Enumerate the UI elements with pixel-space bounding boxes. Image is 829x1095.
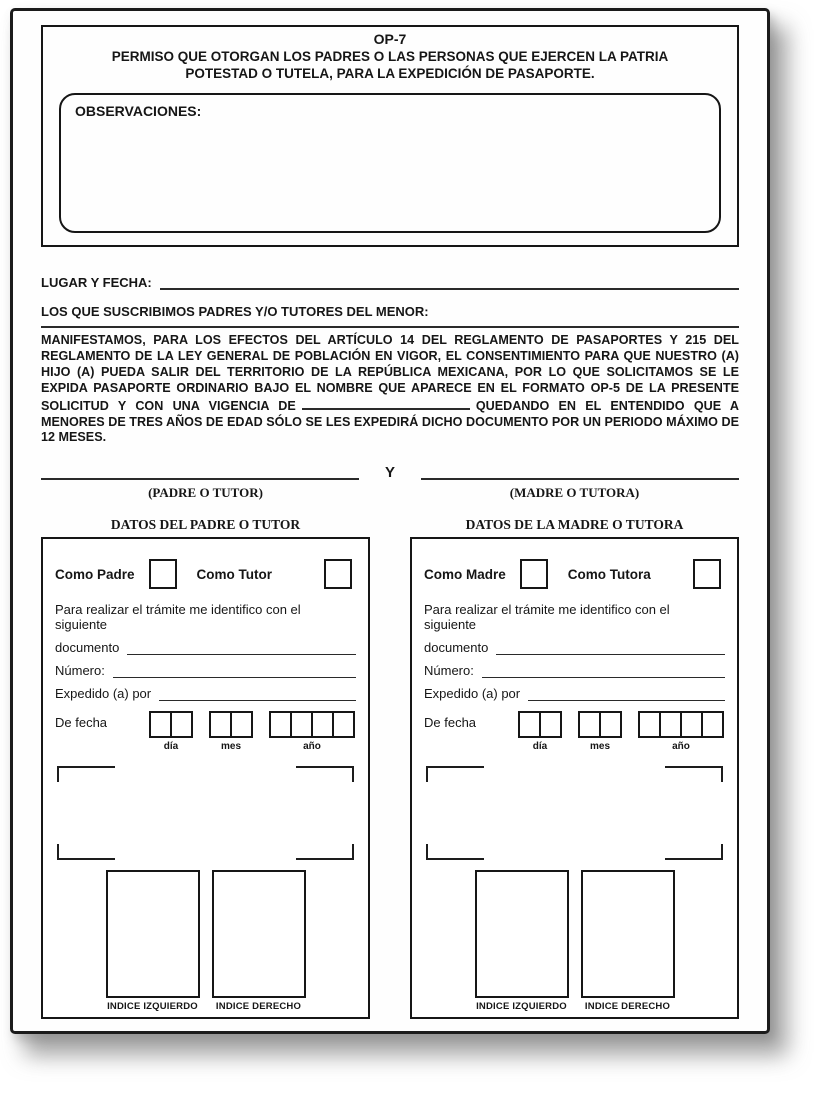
father-year-cell[interactable]	[311, 711, 334, 738]
como-padre-label: Como Padre	[55, 566, 135, 582]
mother-year-cell[interactable]	[701, 711, 724, 738]
father-day-cell[interactable]	[149, 711, 172, 738]
caption-gap	[370, 485, 410, 501]
father-number-label: Número:	[55, 663, 105, 679]
observations-label: OBSERVACIONES:	[75, 103, 202, 119]
father-month-cell[interactable]	[209, 711, 232, 738]
statement-paragraph	[41, 333, 739, 446]
mother-data-box	[410, 537, 739, 1019]
mother-month-cell[interactable]	[578, 711, 601, 738]
father-month-sublabel: mes	[220, 741, 241, 753]
corner-bracket-icon	[57, 844, 115, 860]
como-tutora-label: Como Tutora	[567, 566, 651, 582]
como-padre-checkbox[interactable]	[149, 559, 177, 589]
data-boxes-row	[41, 537, 739, 1019]
father-day-cell[interactable]	[170, 711, 193, 738]
mother-year-cell[interactable]	[659, 711, 682, 738]
father-fingerprints-row	[55, 870, 356, 1012]
section-titles-row	[41, 517, 739, 533]
father-date-row	[55, 711, 356, 752]
observations-area[interactable]	[59, 93, 721, 233]
mother-right-index-col	[581, 870, 675, 1012]
father-right-index-col	[212, 870, 306, 1012]
father-left-index-label: INDICE IZQUIERDO	[107, 1001, 198, 1013]
father-document-label: documento	[55, 640, 120, 656]
mother-id-intro: Para realizar el trámite me identifico con el siguiente	[424, 602, 670, 633]
scanned-form-page	[10, 8, 770, 1034]
signatures-row	[41, 464, 739, 480]
father-photo-area[interactable]	[57, 766, 354, 860]
mother-section-title: DATOS DE LA MADRE O TUTORA	[465, 517, 684, 533]
father-number-line[interactable]	[113, 665, 356, 678]
father-document-line[interactable]	[127, 642, 356, 655]
father-section-title: DATOS DEL PADRE O TUTOR	[110, 517, 301, 533]
validity-blank-line[interactable]	[302, 397, 470, 410]
minor-parents-name-line[interactable]	[41, 325, 739, 328]
mother-number-row	[424, 663, 725, 678]
father-day-group	[149, 711, 193, 752]
signature-captions-row	[41, 485, 739, 501]
mother-day-cell[interactable]	[518, 711, 541, 738]
mother-month-sublabel: mes	[589, 741, 610, 753]
father-id-intro: Para realizar el trámite me identifico con el siguiente	[55, 602, 301, 633]
mother-signature-caption: (MADRE O TUTORA)	[509, 485, 640, 501]
mother-year-cell[interactable]	[680, 711, 703, 738]
title-gap	[370, 517, 410, 533]
corner-bracket-icon	[296, 844, 354, 860]
mother-fingerprints-row	[424, 870, 725, 1012]
mother-date-label: De fecha	[424, 715, 477, 731]
corner-bracket-icon	[426, 844, 484, 860]
father-role-row	[55, 559, 356, 589]
father-left-index-box[interactable]	[106, 870, 200, 998]
mother-document-line[interactable]	[496, 642, 725, 655]
father-right-index-label: INDICE DERECHO	[215, 1001, 302, 1013]
mother-right-index-box[interactable]	[581, 870, 675, 998]
father-date-label: De fecha	[55, 715, 108, 731]
como-tutor-label: Como Tutor	[196, 566, 273, 582]
father-signature-caption: (PADRE O TUTOR)	[148, 485, 263, 501]
mother-signature-line[interactable]	[421, 464, 739, 480]
mother-number-line[interactable]	[482, 665, 725, 678]
father-year-cell[interactable]	[290, 711, 313, 738]
place-date-label: LUGAR Y FECHA:	[41, 275, 152, 290]
form-header-box	[41, 25, 739, 247]
mother-left-index-col	[475, 870, 569, 1012]
corner-bracket-icon	[665, 844, 723, 860]
father-right-index-box[interactable]	[212, 870, 306, 998]
form-code: OP-7	[373, 31, 407, 47]
mother-document-row	[424, 640, 725, 655]
father-signature-line[interactable]	[41, 464, 359, 480]
corner-bracket-icon	[426, 766, 484, 782]
mother-number-label: Número:	[424, 663, 474, 679]
mother-issued-row	[424, 686, 725, 701]
corner-bracket-icon	[296, 766, 354, 782]
father-number-row	[55, 663, 356, 678]
father-year-cell[interactable]	[332, 711, 355, 738]
mother-issued-label: Expedido (a) por	[424, 686, 521, 702]
form-content	[13, 11, 767, 1019]
father-month-cell[interactable]	[230, 711, 253, 738]
statement-before-blank: MANIFESTAMOS, PARA LOS EFECTOS DEL ARTÍCULO 14 DEL REGLAMENTO DE PASAPORTES Y 215 DEL REGLAMENTO DE LA LEY GENERAL DE POBLACIÓN EN VIGOR, EL CONSENTIMIENTO PARA QUE NUESTRO (A) HIJO (A) PUEDA SALIR DEL TERRITORIO DE LA REPÚBLICA MEXICANA, POR LO QUE SOLICITAMOS SE LE EXPIDA PASAPORTE ORDINARIO BAJO EL NOMBRE QUE APARECE EN EL FORMATO OP-5 DE LA PRESENTE SOLICITUD Y CON UNA VIGENCIA DE	[41, 333, 739, 413]
mother-day-group	[518, 711, 562, 752]
father-issued-row	[55, 686, 356, 701]
mother-left-index-box[interactable]	[475, 870, 569, 998]
father-issued-label: Expedido (a) por	[55, 686, 152, 702]
mother-month-group	[578, 711, 622, 752]
como-madre-label: Como Madre	[424, 566, 506, 582]
mother-year-group	[638, 711, 724, 752]
mother-left-index-label: INDICE IZQUIERDO	[476, 1001, 567, 1013]
father-left-index-col	[106, 870, 200, 1012]
father-issued-line[interactable]	[159, 688, 356, 701]
mother-year-sublabel: año	[672, 741, 690, 753]
father-year-sublabel: año	[303, 741, 321, 753]
corner-bracket-icon	[57, 766, 115, 782]
como-tutora-checkbox[interactable]	[693, 559, 721, 589]
mother-day-cell[interactable]	[539, 711, 562, 738]
father-day-sublabel: día	[163, 741, 179, 753]
form-title-line2: POTESTAD O TUTELA, PARA LA EXPEDICIÓN DE PASAPORTE.	[185, 66, 595, 81]
mother-year-cell[interactable]	[638, 711, 661, 738]
mother-month-cell[interactable]	[599, 711, 622, 738]
conjunction-label: Y	[385, 464, 396, 482]
mother-document-label: documento	[424, 640, 489, 656]
father-month-group	[209, 711, 253, 752]
place-date-row	[41, 275, 739, 290]
como-tutor-checkbox[interactable]	[324, 559, 352, 589]
father-year-group	[269, 711, 355, 752]
subscribers-label: LOS QUE SUSCRIBIMOS PADRES Y/O TUTORES DEL MENOR:	[41, 304, 429, 319]
mother-photo-area[interactable]	[426, 766, 723, 860]
father-document-row	[55, 640, 356, 655]
mother-role-row	[424, 559, 725, 589]
corner-bracket-icon	[665, 766, 723, 782]
como-madre-checkbox[interactable]	[520, 559, 548, 589]
mother-day-sublabel: día	[532, 741, 548, 753]
place-date-line[interactable]	[160, 275, 739, 290]
mother-right-index-label: INDICE DERECHO	[584, 1001, 671, 1013]
mother-issued-line[interactable]	[528, 688, 725, 701]
father-year-cell[interactable]	[269, 711, 292, 738]
statement-after-blank: QUEDANDO EN EL ENTENDIDO QUE A MENORES DE TRES AÑOS DE EDAD SÓLO SE LES EXPEDIRÁ DICHO DOCUMENTO POR UN PERIODO MÁXIMO DE 12 MESES.	[41, 398, 740, 445]
form-title-line1: PERMISO QUE OTORGAN LOS PADRES O LAS PERSONAS QUE EJERCEN LA PATRIA	[111, 49, 669, 64]
father-data-box	[41, 537, 370, 1019]
mother-date-row	[424, 711, 725, 752]
